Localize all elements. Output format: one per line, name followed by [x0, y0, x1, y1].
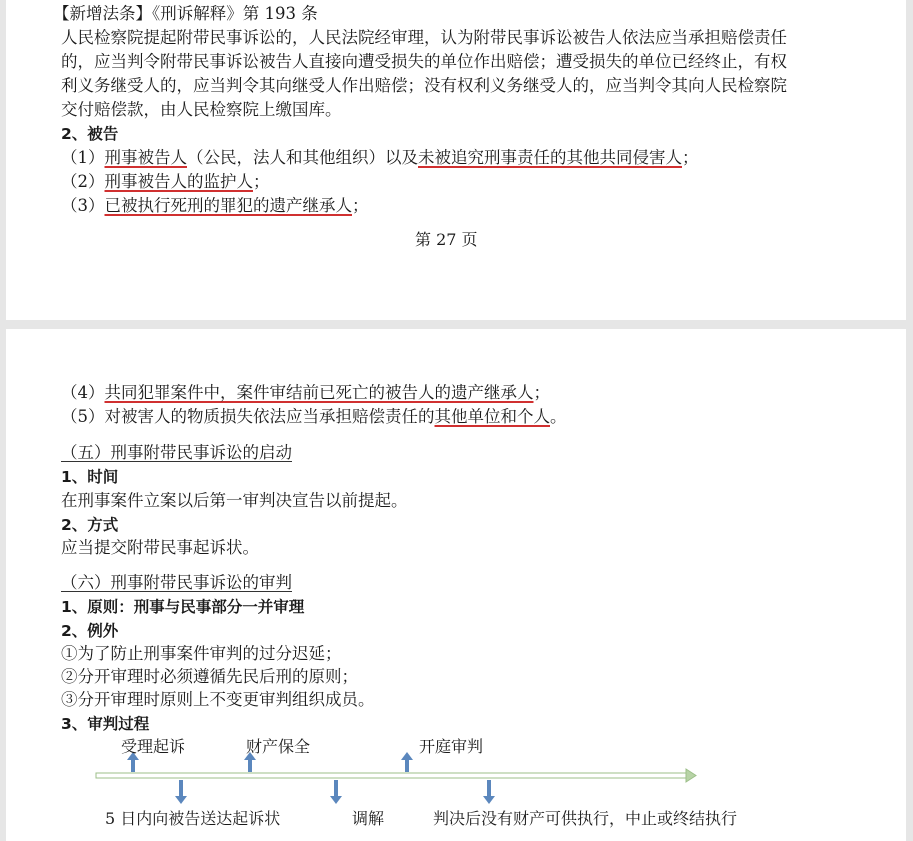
highlighted-term: 其他单位和个人 [434, 407, 550, 426]
exception-item: ③分开审理时原则上不变更审判组织成员。 [61, 690, 375, 709]
section-heading-start: （五）刑事附带民事诉讼的启动 [61, 443, 292, 462]
document-page-1 [6, 0, 906, 320]
process-step-filing: 受理起诉 [121, 737, 186, 756]
item-suffix: ； [352, 196, 369, 215]
process-step-hearing: 开庭审判 [419, 737, 484, 756]
highlighted-term: 共同犯罪案件中，案件审结前已死亡的被告人的遗产继承人 [104, 383, 534, 402]
law-text-line: 的，应当判令附带民事诉讼被告人直接向遭受损失的单位作出赔偿；遭受损失的单位已经终止，有权 [61, 52, 787, 71]
process-timeline-diagram [6, 329, 906, 841]
exception-item: ①为了防止刑事案件审判的过分迟延； [61, 644, 342, 663]
method-text: 应当提交附带民事起诉状。 [61, 538, 259, 557]
law-text-line: 交付赔偿款，由人民检察院上缴国库。 [61, 100, 342, 119]
item-prefix: （4） [61, 383, 105, 402]
item-suffix: ； [682, 148, 699, 167]
timeline-arrow [96, 769, 696, 782]
process-step-execution: 判决后没有财产可供执行，中止或终结执行 [433, 809, 738, 828]
list-item-2 [61, 170, 270, 194]
subheading-time: 1、时间 [61, 468, 119, 486]
law-header: 【新增法条】《刑诉解释》第 193 条 [53, 4, 318, 23]
section-heading-trial: （六）刑事附带民事诉讼的审判 [61, 573, 292, 592]
item-prefix: （2） [61, 172, 105, 191]
law-text-line: 人民检察院提起附带民事诉讼的，人民法院经审理，认为附带民事诉讼被告人依法应当承担赔偿责任 [61, 28, 787, 47]
process-step-service: 5 日内向被告送达起诉状 [105, 809, 281, 828]
process-step-mediation: 调解 [352, 809, 385, 828]
down-arrow-icon [483, 780, 495, 804]
up-arrow-icon [401, 752, 413, 772]
document-page-2 [6, 329, 906, 841]
item-suffix: ； [533, 383, 550, 402]
subheading-process: 3、审判过程 [61, 715, 150, 733]
exception-item: ②分开审理时必须遵循先民后刑的原则； [61, 667, 358, 686]
list-item-3 [61, 194, 369, 218]
item-suffix: ； [253, 172, 270, 191]
subheading-method: 2、方式 [61, 516, 119, 534]
time-text: 在刑事案件立案以后第一审判决宣告以前提起。 [61, 491, 408, 510]
subheading-principle: 1、原则：刑事与民事部分一并审理 [61, 598, 305, 616]
highlighted-term: 已被执行死刑的罪犯的遗产继承人 [104, 196, 352, 215]
page-number-footer: 第 27 页 [415, 230, 478, 249]
highlighted-term: 刑事被告人的监护人 [104, 172, 253, 191]
law-text-line: 利义务继受人的，应当判令其向继受人作出赔偿；没有权利义务继受人的，应当判令其向人民检察院 [61, 76, 787, 95]
down-arrow-icon [330, 780, 342, 804]
list-item-1 [61, 146, 699, 170]
item-text: （5）对被害人的物质损失依法应当承担赔偿责任的 [61, 407, 435, 426]
process-step-preservation: 财产保全 [246, 737, 311, 756]
item-prefix: （1） [61, 148, 105, 167]
highlighted-term: 刑事被告人 [104, 148, 187, 167]
section-heading-defendant: 2、被告 [61, 125, 119, 143]
highlighted-term: 未被追究刑事责任的其他共同侵害人 [418, 148, 682, 167]
down-arrow-icon [175, 780, 187, 804]
subheading-exception: 2、例外 [61, 622, 119, 640]
item-suffix: 。 [550, 407, 567, 426]
item-prefix: （3） [61, 196, 105, 215]
item-text: （公民，法人和其他组织）以及 [187, 148, 418, 167]
